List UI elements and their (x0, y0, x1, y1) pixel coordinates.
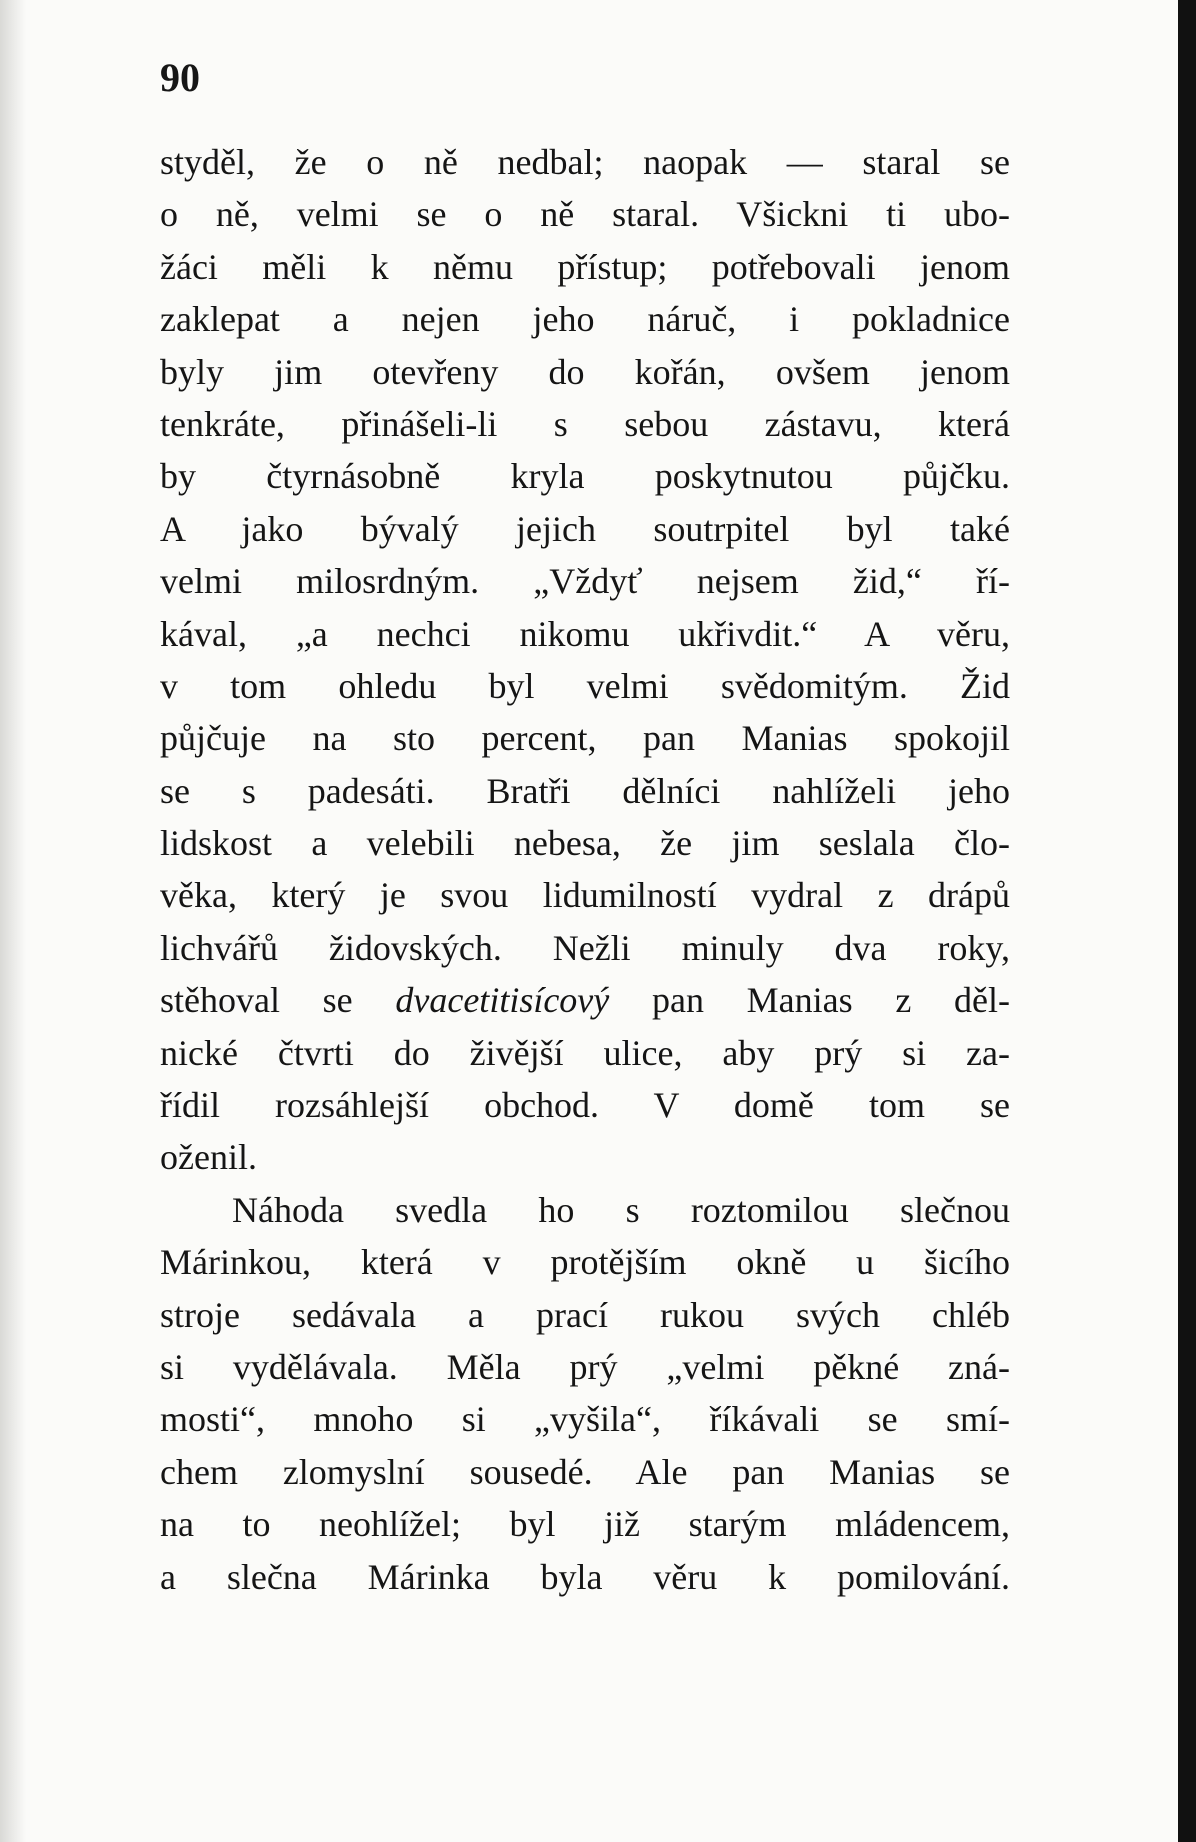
text-line: A jako bývalý jejich soutrpitel byl také (160, 508, 1010, 549)
text-segment: stěhoval se (160, 980, 396, 1021)
text-line: nické čtvrti do živější ulice, aby prý si za- (160, 1032, 1010, 1073)
text-line: se s padesáti. Bratři dělníci nahlíželi jeho (160, 770, 1010, 811)
page-number: 90 (160, 55, 200, 100)
text-line: zaklepat a nejen jeho náruč, i pokladnice (160, 299, 1010, 340)
italic-word: dvacetitisícový (395, 980, 610, 1021)
text-segment: pan Manias z děl- (609, 980, 1010, 1021)
text-line: stroje sedávala a prací rukou svých chléb (160, 1294, 1010, 1335)
text-line: byly jim otevřeny do kořán, ovšem jenom (160, 351, 1010, 392)
text-line: žáci měli k němu přístup; potřebovali jenom (160, 246, 1010, 287)
text-line: si vydělávala. Měla prý „velmi pěkné zná- (160, 1346, 1010, 1387)
text-line: mosti“, mnoho si „vyšila“, říkávali se smí- (160, 1399, 1010, 1440)
text-line: o ně, velmi se o ně staral. Všickni ti ubo- (160, 194, 1010, 235)
text-line: velmi milosrdným. „Vždyť nejsem žid,“ ří- (160, 561, 1010, 602)
text-line: na to neohlížel; byl již starým mládencem, (160, 1504, 1010, 1545)
text-line: Márinkou, která v protějším okně u šicího (160, 1242, 1010, 1283)
text-line: oženil. (160, 1137, 257, 1178)
text-line (160, 974, 1010, 1026)
text-line: tenkráte, přinášeli-li s sebou zástavu, která (160, 403, 1010, 444)
text-line: kával, „a nechci nikomu ukřivdit.“ A věru, (160, 613, 1010, 654)
text-line: Náhoda svedla ho s roztomilou slečnou (232, 1189, 1010, 1230)
text-line: v tom ohledu byl velmi svědomitým. Žid (160, 665, 1010, 706)
book-spine-edge (1178, 0, 1196, 1842)
text-line: řídil rozsáhlejší obchod. V domě tom se (160, 1085, 1010, 1126)
text-line: věka, který je svou lidumilností vydral z drápů (160, 875, 1010, 916)
text-line: lichvářů židovských. Nežli minuly dva roky, (160, 927, 1010, 968)
text-line: půjčuje na sto percent, pan Manias spokojil (160, 718, 1010, 759)
text-line: by čtyrnásobně kryla poskytnutou půjčku. (160, 456, 1010, 497)
text-line: lidskost a velebili nebesa, že jim seslala člo- (160, 823, 1010, 864)
text-line: a slečna Márinka byla věru k pomilování. (160, 1556, 1010, 1597)
text-line: styděl, že o ně nedbal; naopak — staral se (160, 142, 1010, 182)
body-text (160, 136, 1010, 1603)
text-line: chem zlomyslní sousedé. Ale pan Manias se (160, 1451, 1010, 1492)
page-edge-shadow (0, 0, 26, 1842)
